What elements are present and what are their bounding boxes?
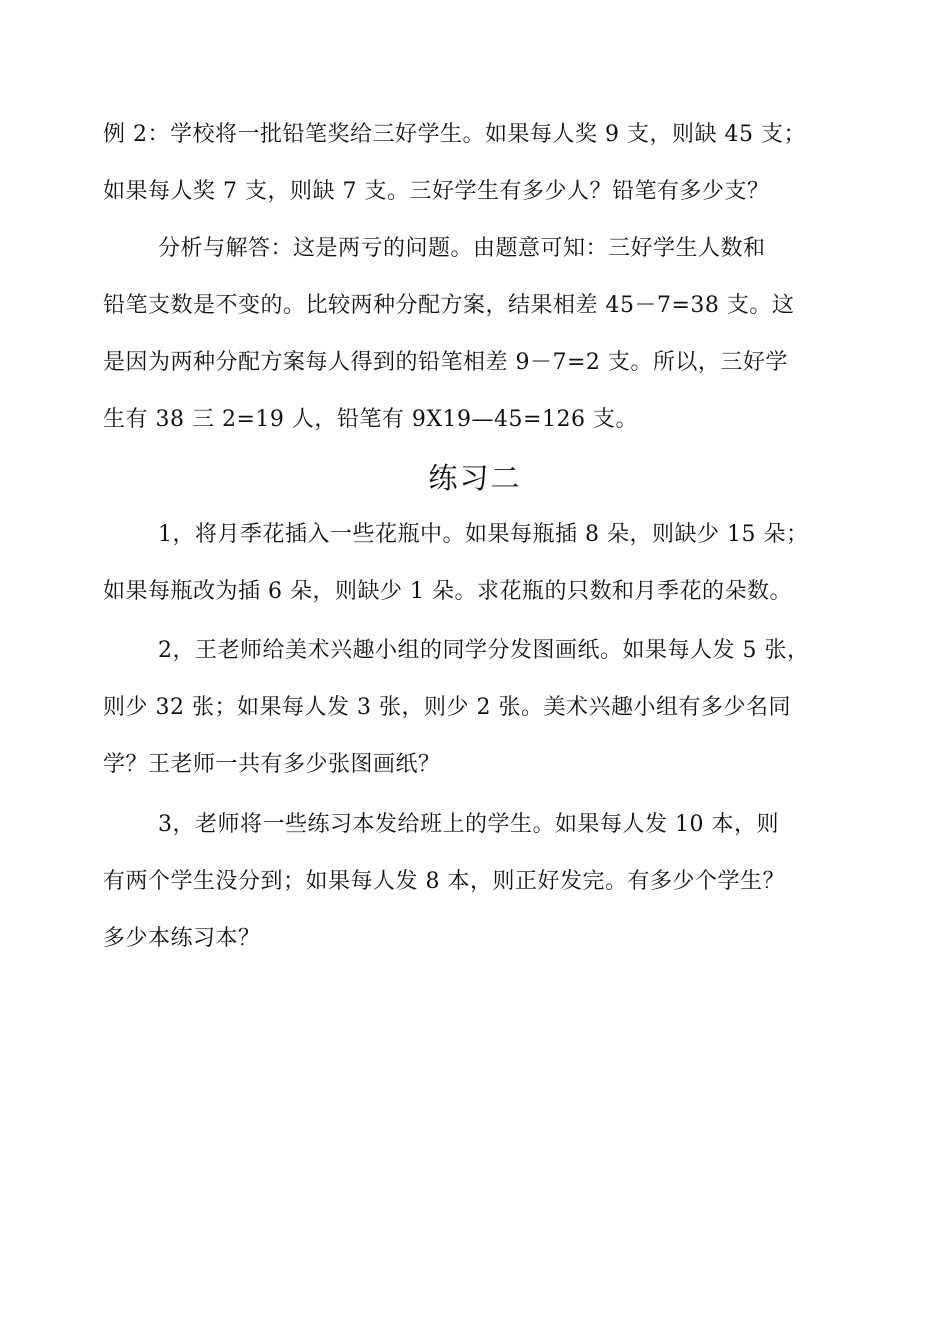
example-line-2: 如果每人奖 7 支，则缺 7 支。三好学生有多少人？铅笔有多少支？ xyxy=(103,179,770,204)
exercise-line-7: 有两个学生没分到；如果每人发 8 本，则正好发完。有多少个学生？ xyxy=(103,869,785,894)
exercise-line-1: 1，将月季花插入一些花瓶中。如果每瓶插 8 朵，则缺少 15 朵； xyxy=(158,522,809,547)
example-line-4: 铅笔支数是不变的。比较两种分配方案，结果相差 45－7=38 支。这 xyxy=(103,293,795,318)
example-line-5: 是因为两种分配方案每人得到的铅笔相差 9－7=2 支。所以，三好学 xyxy=(103,350,788,375)
exercise-line-2: 如果每瓶改为插 6 朵，则缺少 1 朵。求花瓶的只数和月季花的朵数。 xyxy=(103,579,792,604)
example-line-3: 分析与解答：这是两亏的问题。由题意可知：三好学生人数和 xyxy=(158,236,766,261)
exercise-line-4: 则少 32 张；如果每人发 3 张，则少 2 张。美术兴趣小组有多少名同 xyxy=(103,695,791,720)
exercise-line-8: 多少本练习本？ xyxy=(103,926,261,951)
exercise-line-3: 2，王老师给美术兴趣小组的同学分发图画纸。如果每人发 5 张， xyxy=(158,638,810,663)
example-line-6: 生有 38 三 2=19 人，铅笔有 9X19—45=126 支。 xyxy=(103,407,638,432)
exercise-line-6: 3，老师将一些练习本发给班上的学生。如果每人发 10 本，则 xyxy=(158,812,779,837)
exercise-line-5: 学？王老师一共有多少张图画纸？ xyxy=(103,752,441,777)
example-line-1: 例 2：学校将一批铅笔奖给三好学生。如果每人奖 9 支，则缺 45 支； xyxy=(103,122,806,147)
exercise-title: 练习二 xyxy=(428,461,522,495)
